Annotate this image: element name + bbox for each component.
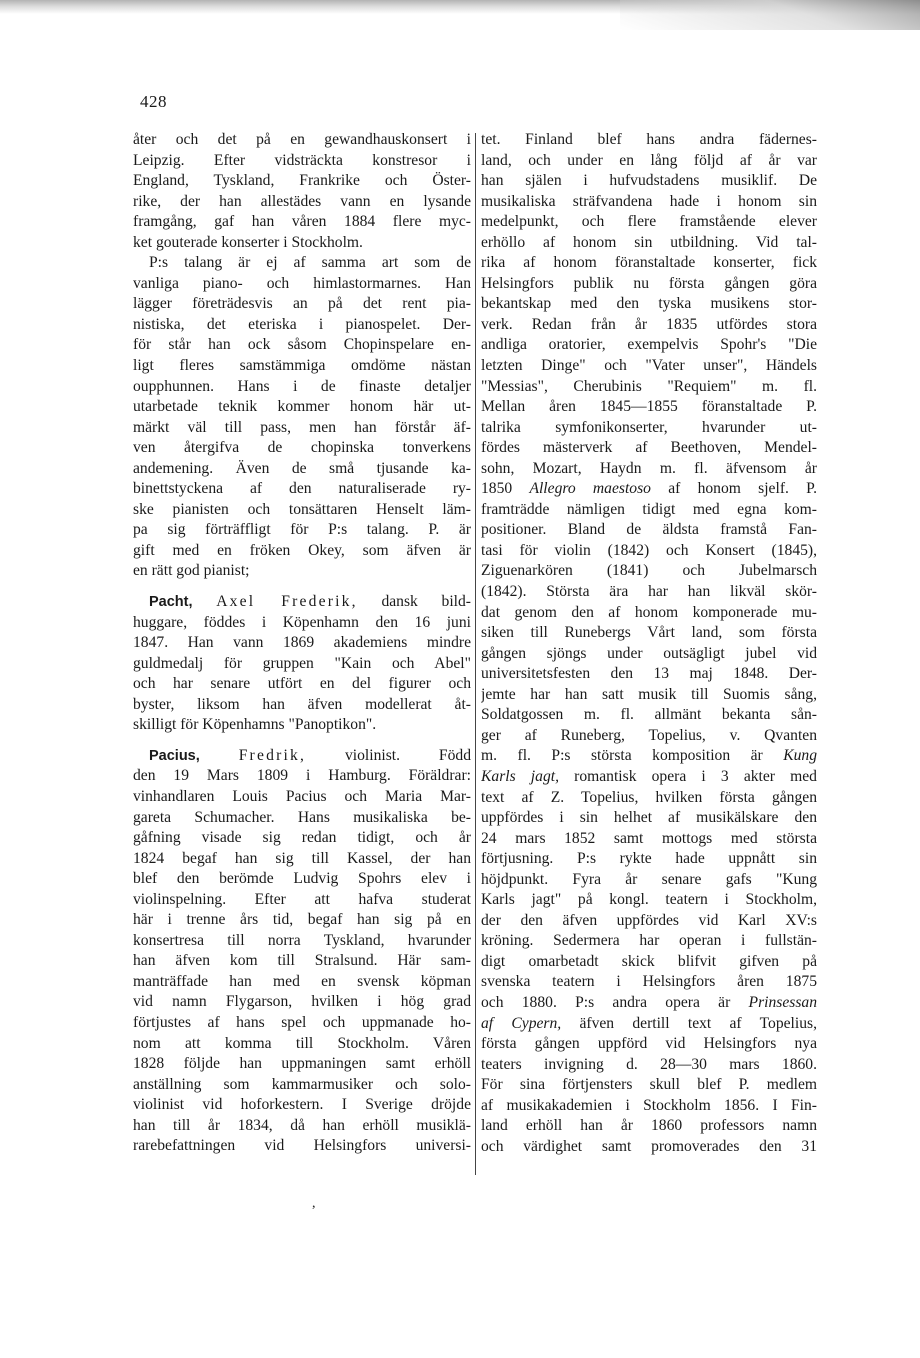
text-line: verk. Redan från år 1835 utfördes stora: [481, 315, 817, 333]
text-line: rike, der han allestädes vann en lysande: [133, 192, 471, 210]
text-line: (1842). Största ära har han likväl skör-: [481, 583, 817, 601]
text-line: blef den berömde Ludvig Spohrs elev i: [133, 870, 471, 888]
paragraph-talent: [133, 253, 471, 582]
text-line: vinhandlaren Louis Pacius och Maria Mar-: [133, 787, 471, 805]
text-line: uppfördes i sin helhet af musikälskare den: [481, 809, 817, 827]
text-line: gareta Schumacher. Hans musikaliska be-: [133, 808, 471, 826]
scan-corner-shadow: [620, 0, 920, 30]
text-line: 24 mars 1852 samt mottogs med största: [481, 829, 817, 847]
text-line: en rätt god pianist;: [133, 562, 250, 580]
left-column: [133, 130, 471, 1157]
text-line: Helsingfors publik nu första gången göra: [481, 274, 817, 292]
text-line: gåfning visade sig redan tidigt, och år: [133, 829, 471, 847]
text-line: ven återgifva de chopinska tonverkens: [133, 439, 471, 457]
text-line: framgång, gaf han våren 1884 flere myc-: [133, 213, 471, 231]
text-line: land, och under en lång följd af år var: [481, 151, 817, 169]
stray-mark: ,: [312, 1196, 316, 1211]
text-line: dat genom den af honom komponerade mu-: [481, 603, 817, 621]
text-line: sohn, Mozart, Haydn m. fl. äfvensom år: [481, 459, 817, 477]
text-line: ket gouterade konserter i Stockholm.: [133, 233, 363, 251]
text-line: der den äfven uppfördes vid Karl XV:s: [481, 911, 817, 929]
text-line: märkt väl till pass, men han förstår äf-: [133, 418, 471, 436]
text-line: För sina förtjensters skull blef P. medlem: [481, 1076, 817, 1094]
text-line: han äfven kom till Stralsund. Här sam-: [133, 952, 471, 970]
text-line: utarbetade teknik kommer honom här ut-: [133, 398, 471, 416]
text-line: 1824 begaf han sig till Kassel, der han: [133, 849, 471, 867]
text-line: andliga oratorier, exempelvis Spohr's "Die: [481, 336, 817, 354]
text-line: 1847. Han vann 1869 akademiens mindre: [133, 634, 471, 652]
text-line: åter och det på en gewandhauskonsert i: [133, 131, 471, 148]
text-line: vid namn Flygarson, hvilken i hög grad: [133, 993, 471, 1011]
text-line: rarebefattningen vid Helsingfors universi-: [133, 1137, 471, 1155]
text-line: 1850 Allegro maestoso af honom sjelf. P.: [481, 480, 817, 498]
text-line: Karls jagt" på kongl. teatern i Stockholm,: [481, 891, 817, 909]
text-line: kröning. Sedermera har operan i fullstän-: [481, 932, 817, 950]
entry-given-names: Fredrik,: [238, 746, 307, 764]
text-line: och har senare utfört en del figurer och: [133, 675, 471, 693]
text-line: förtjustes af hans spel och uppmanade ho-: [133, 1013, 471, 1031]
text-line: universitetsfesten den 13 maj 1848. Der-: [481, 665, 817, 683]
text-line: Ziguenarkören (1841) och Jubelmarsch: [481, 562, 817, 580]
text-line: här i trenne års tid, begaf han sig på en: [133, 911, 471, 929]
text-line: Mellan åren 1845—1855 föranstaltade P.: [481, 398, 817, 416]
text-line: musikaliska sträfvandena hade i honom sin: [481, 192, 817, 210]
text-line: fördes mästerverk af Beethoven, Mendel-: [481, 439, 817, 457]
work-title: af Cypern,: [481, 1014, 562, 1032]
text-line: huggare, föddes i Köpenhamn den 16 juni: [133, 613, 471, 631]
entry-text: violinist. Född: [345, 746, 471, 764]
text-line: skilligt för Köpenhamns "Panoptikon".: [133, 716, 377, 734]
entry-pacht-first-line: [133, 592, 471, 613]
page-number: 428: [140, 92, 167, 111]
text-line: digt omarbetadt skick blifvit gifven på: [481, 952, 817, 970]
entry-pacius-first-line: [133, 746, 471, 767]
text-line: bekantskap med den tyska musikens stor-: [481, 295, 817, 313]
text-line: första gången uppförd vid Helsingfors nya: [481, 1035, 817, 1053]
text-line: tasi för violin (1842) och Konsert (1845),: [481, 541, 817, 559]
text-line: han själen i hufvudstadens musiklif. De: [481, 172, 817, 190]
text-line: och värdighet samt promoverades den 31: [481, 1137, 817, 1155]
entry-pacius: [133, 746, 471, 1157]
column-divider: [475, 133, 476, 1175]
text-line: byster, liksom han äfven modellerat åt-: [133, 695, 471, 713]
text-line: erhöllo af honom sin utbildning. Vid tal-: [481, 233, 817, 251]
text-line: text af Z. Topelius, hvilken första gången: [481, 788, 817, 806]
text-line: siken till Runebergs Vårt land, som första: [481, 624, 817, 642]
entry-pacht: [133, 592, 471, 736]
text-line: han till år 1834, då han erhöll musiklä-: [133, 1116, 471, 1134]
right-column: [481, 130, 817, 1157]
text-line: Leipzig. Efter vidsträckta konstresor i: [133, 151, 471, 169]
text-line: för står han ock såsom Chopinspelare en-: [133, 336, 471, 354]
text-line: teaters invigning d. 28—30 mars 1860.: [481, 1055, 817, 1073]
text-line: "Messias", Cherubinis "Requiem" m. fl.: [481, 377, 817, 395]
text-line: nom att komma till Stockholm. Våren: [133, 1034, 471, 1052]
text-line: medelpunkt, och flere framstående elever: [481, 213, 817, 231]
text-line: nistiska, det eteriska i pianospelet. Der-: [133, 315, 471, 333]
text-line: svenska teatern i Helsingfors åren 1875: [481, 973, 817, 991]
work-title: Prinsessan: [748, 993, 817, 1011]
text-line: talrika symfonikonserter, hvarunder ut-: [481, 418, 817, 436]
text-line: jemte har han satt musik till Suomis sång,: [481, 685, 817, 703]
text-line: positioner. Bland de äldsta framstå Fan-: [481, 521, 817, 539]
text-line: m. fl. P:s största komposition är Kung: [481, 747, 817, 765]
text-line: den 19 Mars 1809 i Hamburg. Föräldrar:: [133, 767, 471, 785]
work-title: Allegro maestoso: [529, 480, 651, 498]
text-line: violinspelning. Efter att hafva studerat: [133, 890, 471, 908]
text-line: pa sig förträffligt för P:s talang. P. är: [133, 521, 471, 539]
text-line: höjdpunkt. Fyra år senare gafs "Kung: [481, 870, 817, 888]
text-line: andemening. Även de små tjusande ka-: [133, 459, 471, 477]
text-line: England, Tyskland, Frankrike och Öster-: [133, 172, 471, 190]
text-line: konsertresa till norra Tyskland, hvarunder: [133, 931, 471, 949]
text-line: oupphunnen. Hans i de finaste detaljer: [133, 377, 471, 395]
entry-text: dansk bild-: [381, 593, 471, 611]
text-line: binettstyckena af den naturaliserade ry-: [133, 480, 471, 498]
text-line: ske pianisten och tonsättaren Henselt läm-: [133, 500, 471, 518]
text-line: land erhöll han år 1860 professors namn: [481, 1117, 817, 1135]
work-title: Karls jagt,: [481, 767, 559, 785]
text-line: och 1880. P:s andra opera är Prinsessan: [481, 993, 817, 1011]
text-line: ger af Runeberg, Topelius, v. Qvanten: [481, 726, 817, 744]
text-line: förtjusning. P:s rykte hade uppnått sin: [481, 850, 817, 868]
text-line: framträdde nämligen tidigt med egna kom-: [481, 500, 817, 518]
text-line: guldmedalj för gruppen "Kain och Abel": [133, 654, 471, 672]
text-line: af Cypern, äfven dertill text af Topelius,: [481, 1014, 817, 1032]
text-line: af musikakademien i Stockholm 1856. I Fin-: [481, 1096, 817, 1114]
entry-given-names: Axel Frederik,: [216, 593, 358, 611]
text-line: anställning som kammarmusiker och solo-: [133, 1075, 471, 1093]
text-line: gången sjöngs under outsägligt jubel vid: [481, 644, 817, 662]
text-line: Soldatgossen m. fl. allmänt bekanta sån-: [481, 706, 817, 724]
entry-headword: Pacht,: [149, 594, 193, 611]
work-title: Kung: [783, 747, 817, 765]
text-line: lägger företrädesvis an på det rent pia-: [133, 295, 471, 313]
text-line: rika af honom föranstaltade konserter, fick: [481, 254, 817, 272]
text-line: gift med en fröken Okey, som äfven är: [133, 541, 471, 559]
paragraph-continuation: [133, 130, 471, 253]
text-line: 1828 följde han uppmaningen samt erhöll: [133, 1055, 471, 1073]
text-line: P:s talang är ej af samma art som de: [149, 254, 471, 272]
text-line: manträffade han med en svensk köpman: [133, 972, 471, 990]
text-line: tet. Finland blef hans andra fädernes-: [481, 131, 817, 148]
entry-headword: Pacius,: [149, 747, 200, 764]
text-line: vanliga piano- och himlastormarnes. Han: [133, 274, 471, 292]
text-line: ligt fleres samstämmiga omdöme nästan: [133, 357, 471, 375]
text-line: violinist vid hoforkestern. I Sverige dröjde: [133, 1096, 471, 1114]
text-line: letzten Dinge" och "Vater unser", Händels: [481, 357, 817, 375]
text-line: Karls jagt, romantisk opera i 3 akter med: [481, 767, 817, 785]
